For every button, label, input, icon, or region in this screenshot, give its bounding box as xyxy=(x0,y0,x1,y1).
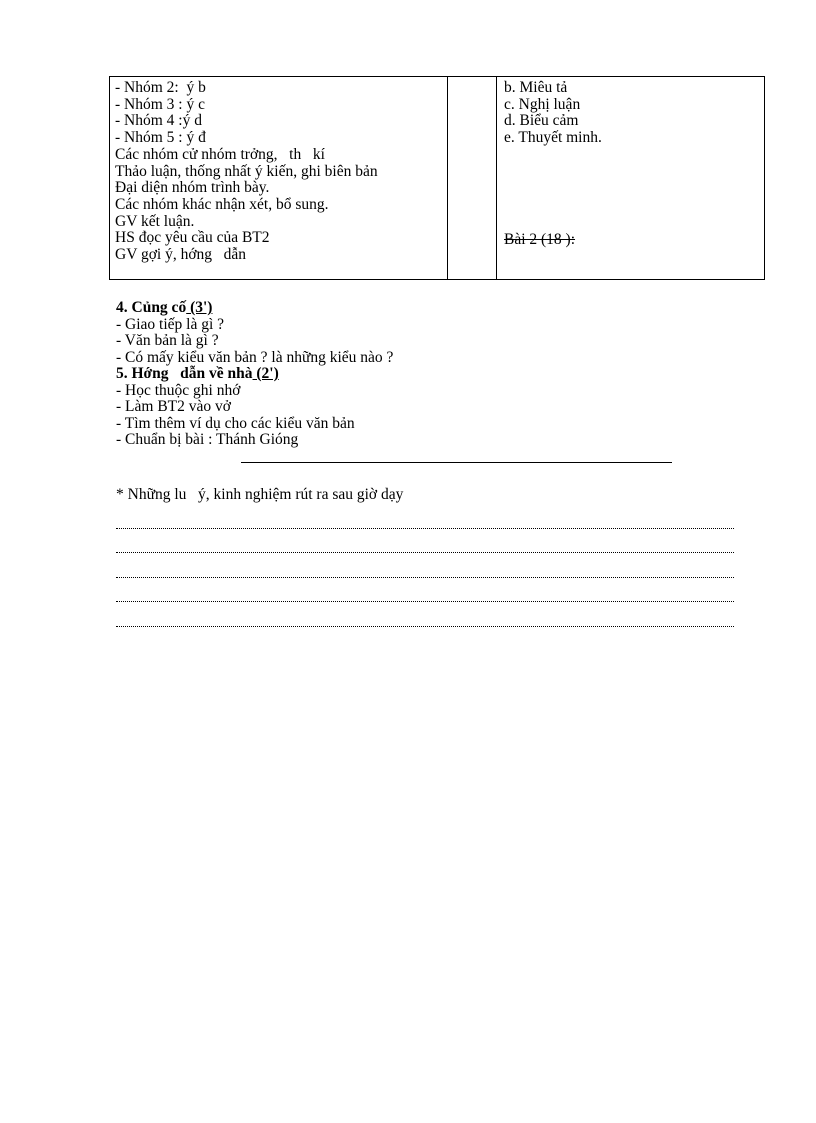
activity-line: - Nhóm 5 : ý đ xyxy=(115,129,206,147)
lesson-table xyxy=(109,76,765,280)
content-line: b. Miêu tả xyxy=(504,79,568,96)
section-heading xyxy=(116,366,393,383)
content-line: c. Nghị luận xyxy=(504,95,581,113)
list-item: - Giao tiếp là gì ? xyxy=(116,315,225,333)
activity-line: GV kết luận. xyxy=(115,212,195,230)
consolidation-section xyxy=(116,300,393,449)
dotted-line xyxy=(116,504,734,529)
list-item: - Văn bản là gì ? xyxy=(116,332,219,349)
divider xyxy=(241,462,672,463)
list-item: - Học thuộc ghi nhớ xyxy=(116,381,241,399)
content-line: d. Biểu cảm xyxy=(504,112,579,130)
empty-column xyxy=(448,77,497,279)
heading-time: (3') xyxy=(186,299,213,316)
activity-line: - Nhóm 2: ý b xyxy=(115,79,206,96)
heading-label: 4. Củng cố xyxy=(116,299,187,316)
activity-column xyxy=(110,77,448,279)
activity-line: GV gợi ý, hớng dẫn xyxy=(115,246,247,264)
activity-line: Đại diện nhóm trình bày. xyxy=(115,179,270,197)
content-column xyxy=(497,77,764,279)
heading-label: 5. Hớng dẫn về nhà xyxy=(116,365,253,382)
activity-line: HS đọc yêu cầu của BT2 xyxy=(115,229,270,247)
dotted-line xyxy=(116,529,734,554)
list-item: - Tìm thêm ví dụ cho các kiểu văn bản xyxy=(116,414,355,432)
dotted-line xyxy=(116,553,734,578)
activity-line: Các nhóm cử nhóm trởng, th kí xyxy=(115,145,325,163)
activity-line: - Nhóm 4 :ý d xyxy=(115,112,202,130)
content-line: e. Thuyết minh. xyxy=(504,129,602,147)
exercise-2-heading: Bài 2 (18 ): xyxy=(504,231,576,248)
dotted-line xyxy=(116,578,734,603)
list-item: - Có mấy kiểu văn bản ? là những kiểu nào ? xyxy=(116,348,394,366)
activity-line: Thảo luận, thống nhất ý kiến, ghi biên bản xyxy=(115,162,378,180)
list-item: - Làm BT2 vào vở xyxy=(116,398,231,415)
activity-line: - Nhóm 3 : ý c xyxy=(115,95,205,113)
notes-title: * Những lu ý, kinh nghiệm rút ra sau giờ dạy xyxy=(116,486,404,503)
section-heading xyxy=(116,300,393,317)
heading-time: (2') xyxy=(252,365,279,382)
dotted-line xyxy=(116,602,734,627)
list-item: - Chuẩn bị bài : Thánh Gióng xyxy=(116,431,299,448)
notes-section xyxy=(116,486,736,627)
activity-line: Các nhóm khác nhận xét, bổ sung. xyxy=(115,195,329,213)
